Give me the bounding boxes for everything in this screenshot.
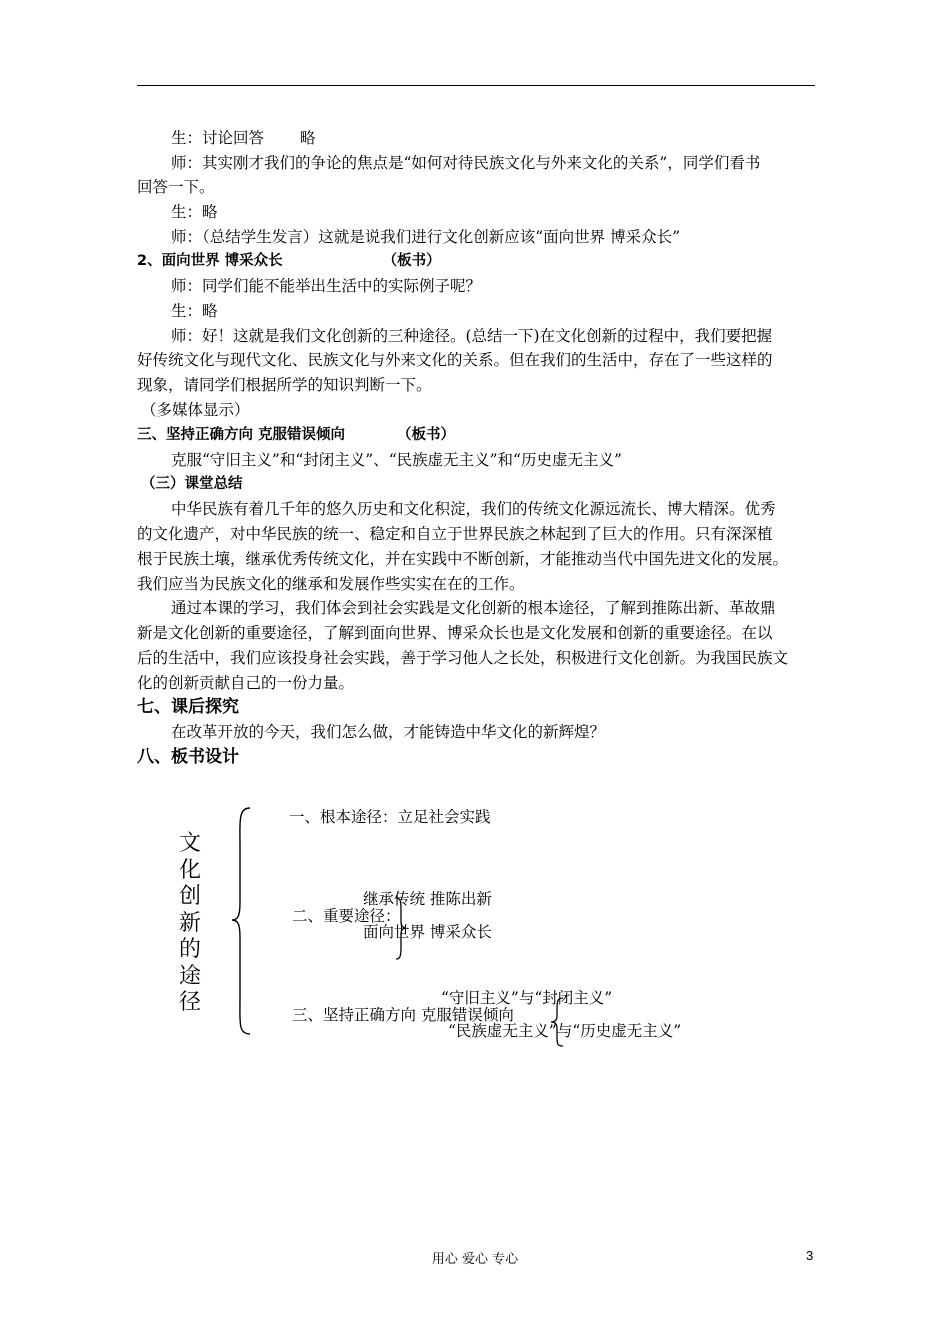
text-line: 通过本课的学习，我们体会到社会实践是文化创新的根本途径，了解到推陈出新、革故鼎: [171, 599, 776, 617]
text-line: 师：好！这就是我们文化创新的三种途径。(总结一下)在文化创新的过程中，我们要把握: [171, 327, 773, 345]
diagram-item-2-sub-2: 面向世界 博采众长: [363, 923, 492, 941]
text-line: 师：其实刚才我们的争论的焦点是“如何对待民族文化与外来文化的关系”，同学们看书: [171, 154, 761, 172]
page-footer: 用心 爱心 专心: [431, 1252, 519, 1267]
text-line: （多媒体显示）: [141, 401, 250, 419]
text-line: 新是文化创新的重要途径，了解到面向世界、博采众长也是文化发展和创新的重要途径。在以: [137, 624, 773, 642]
sub-brace: [393, 896, 409, 962]
sub-brace: [548, 996, 566, 1048]
diagram-item-3-label: 三、坚持正确方向 克服错误倾向: [292, 1006, 514, 1024]
text-line: 我们应当为民族文化的继承和发展作些实实在在的工作。: [137, 575, 525, 593]
text-line: 师：（总结学生发言）这就是说我们进行文化创新应该“面向世界 博采众长”: [171, 228, 681, 246]
section-heading: 三、坚持正确方向 克服错误倾向 （板书）: [137, 427, 456, 443]
diagram-title: 文 化 创 新 的 途 径: [178, 831, 201, 1015]
diagram-item-3-sub-2: “民族虚无主义”与“历史虚无主义”: [448, 1022, 682, 1040]
diagram-item-3-sub-1: “守旧主义”与“封闭主义”: [441, 989, 613, 1007]
section-heading: 八、板书设计: [137, 747, 239, 767]
text-line: 化的创新贡献自己的一份力量。: [137, 674, 355, 692]
text-line: 后的生活中，我们应该投身社会实践，善于学习他人之长处，积极进行文化创新。为我国民族文: [137, 649, 789, 667]
text-line: 在改革开放的今天，我们怎么做，才能铸造中华文化的新辉煌？: [171, 723, 606, 741]
text-line: 生：略: [171, 302, 218, 320]
page-number: 3: [806, 1248, 814, 1263]
text-line: 师：同学们能不能举出生活中的实际例子呢？: [171, 277, 482, 295]
text-line: 克服“守旧主义”和“封闭主义”、“民族虚无主义”和“历史虚无主义”: [171, 451, 622, 469]
text-line: 中华民族有着几千年的悠久历史和文化积淀，我们的传统文化源远流长、博大精深。优秀: [171, 500, 776, 518]
section-heading: 2、面向世界 博采众长 （板书）: [137, 253, 441, 269]
diagram-item-1: 一、根本途径：立足社会实践: [289, 808, 491, 826]
section-heading: （三）课堂总结: [141, 476, 243, 492]
text-line: 根于民族土壤，继承优秀传统文化，并在实践中不断创新，才能推动当代中国先进文化的发展。: [137, 550, 789, 568]
main-brace: [228, 806, 258, 1036]
text-line: 生：略: [171, 203, 218, 221]
text-line: 现象，请同学们根据所学的知识判断一下。: [137, 376, 432, 394]
text-line: 生：讨论回答 略: [171, 129, 316, 147]
diagram-item-2-label: 二、重要途径：: [292, 907, 401, 925]
text-line: 的文化遗产，对中华民族的统一、稳定和自立于世界民族之林起到了巨大的作用。只有深深植: [137, 525, 773, 543]
section-heading: 七、课后探究: [137, 697, 239, 717]
diagram-item-2-sub-1: 继承传统 推陈出新: [363, 890, 492, 908]
text-line: 好传统文化与现代文化、民族文化与外来文化的关系。但在我们的生活中，存在了一些这样的: [137, 351, 773, 369]
text-line: 回答一下。: [137, 178, 215, 196]
header-rule: [137, 85, 815, 86]
